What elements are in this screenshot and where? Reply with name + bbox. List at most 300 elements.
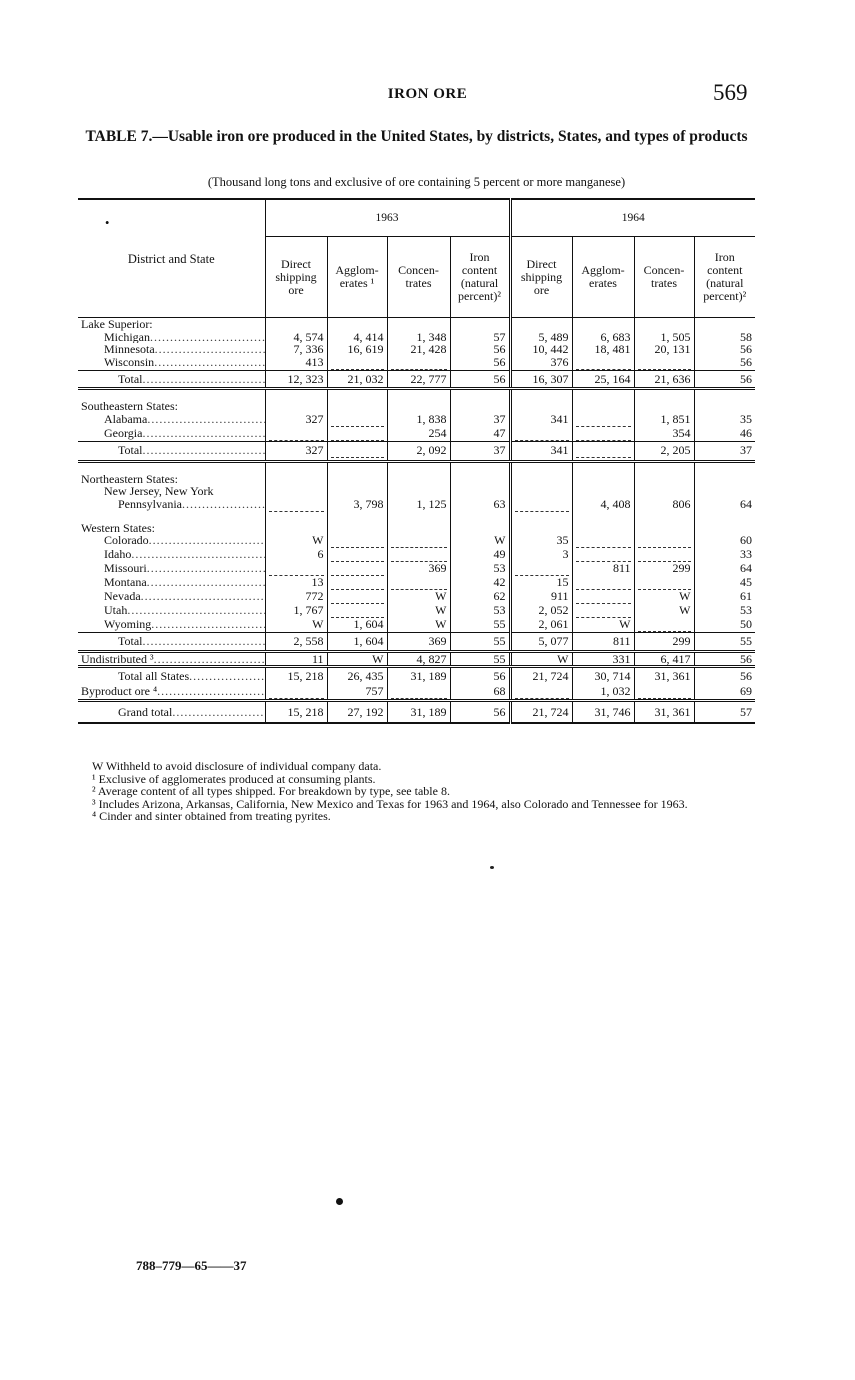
value-cell: 21, 032 [327, 370, 387, 389]
row-label-cell [78, 633, 265, 652]
value-cell [327, 318, 387, 331]
stub-marker: • [105, 216, 110, 230]
value-cell: 6, 683 [572, 331, 634, 344]
row-label-cell [78, 498, 265, 512]
value-cell: 10, 442 [510, 343, 572, 356]
row-label-cell [78, 400, 265, 413]
ink-speck [490, 866, 494, 869]
iron-ore-table [78, 198, 755, 724]
value-cell: 55 [694, 633, 755, 652]
row-label-cell [78, 576, 265, 590]
footnote: ² Average content of all types shipped. For breakdown by type, see table 8. [92, 784, 450, 798]
table-subtitle: (Thousand long tons and exclusive of ore containing 5 percent or more manganese) [207, 175, 626, 189]
dash-filler [391, 361, 447, 370]
value-cell [327, 356, 387, 371]
value-cell [572, 485, 634, 498]
col-header: Concen-trates [634, 237, 694, 318]
value-cell [327, 562, 387, 576]
dash-filler [515, 432, 569, 441]
value-cell [387, 534, 450, 548]
value-cell: 31, 189 [387, 667, 450, 685]
value-cell: 53 [694, 604, 755, 618]
total-row [78, 667, 755, 685]
value-cell: 811 [572, 633, 634, 652]
value-cell: 56 [694, 651, 755, 667]
dash-filler [638, 690, 691, 699]
dot-leader [131, 548, 265, 561]
value-cell: W [265, 618, 327, 633]
dot-leader [149, 534, 265, 547]
value-cell: 35 [694, 413, 755, 427]
row-label: Byproduct ore ⁴ [81, 684, 158, 698]
dash-filler [576, 581, 631, 590]
value-cell [450, 485, 510, 498]
value-cell: 341 [510, 413, 572, 427]
value-cell: 31, 746 [572, 700, 634, 723]
dash-filler [515, 690, 569, 699]
value-cell: 35 [510, 534, 572, 548]
row-label: Northeastern States: [81, 472, 178, 485]
value-cell [327, 534, 387, 548]
value-cell [634, 522, 694, 535]
value-cell [450, 400, 510, 413]
value-cell [694, 485, 755, 498]
value-cell [387, 473, 450, 486]
dot-leader [157, 685, 265, 698]
row-label: Southeastern States: [81, 400, 178, 413]
value-cell [572, 576, 634, 590]
total-row [78, 633, 755, 652]
row-label-cell [78, 370, 265, 389]
row-label: Utah [104, 604, 128, 617]
value-cell: 15, 218 [265, 700, 327, 723]
dash-filler [638, 539, 691, 548]
spacer-cell [450, 461, 510, 473]
row-label-cell [78, 562, 265, 576]
value-cell: 62 [450, 590, 510, 604]
value-cell: W [387, 604, 450, 618]
value-cell: 15, 218 [265, 667, 327, 685]
row-label: Minnesota [104, 343, 155, 356]
value-cell: 4, 574 [265, 331, 327, 344]
row-label: Colorado [104, 534, 149, 547]
row-label-cell [78, 651, 265, 667]
value-cell: 21, 428 [387, 343, 450, 356]
row-label-cell [78, 534, 265, 548]
spacer-cell [510, 461, 572, 473]
value-cell: 56 [450, 370, 510, 389]
row-label: Pennsylvania [118, 497, 182, 511]
row-label-cell [78, 522, 265, 535]
value-cell [572, 522, 634, 535]
value-cell [634, 548, 694, 562]
value-cell [387, 522, 450, 535]
spacer-cell [78, 461, 265, 473]
value-cell: 299 [634, 562, 694, 576]
value-cell [265, 485, 327, 498]
spacer-row [78, 389, 755, 401]
value-cell [387, 318, 450, 331]
spacer-cell [387, 461, 450, 473]
value-cell: 299 [634, 633, 694, 652]
spacer-cell [572, 461, 634, 473]
value-cell: 64 [694, 498, 755, 512]
value-cell [510, 685, 572, 701]
dash-filler [331, 432, 384, 441]
stub-header-cell [78, 199, 265, 318]
value-cell: 1, 348 [387, 331, 450, 344]
value-cell [327, 522, 387, 535]
footnote: ¹ Exclusive of agglomerates produced at consuming plants. [92, 771, 376, 786]
value-cell: W [450, 534, 510, 548]
value-cell [327, 441, 387, 461]
value-cell: 12, 323 [265, 370, 327, 389]
dot-leader [143, 372, 266, 386]
value-cell: 2, 092 [387, 441, 450, 461]
value-cell: 31, 189 [387, 700, 450, 723]
value-cell: 757 [327, 685, 387, 701]
row-label: Total all States [118, 669, 190, 683]
section-row [78, 473, 755, 486]
value-cell [265, 498, 327, 512]
value-cell [510, 427, 572, 442]
row-label: Wyoming [104, 618, 152, 631]
dot-leader [141, 590, 265, 603]
value-cell: 806 [634, 498, 694, 512]
running-head: IRON ORE [387, 86, 468, 102]
value-cell: 7, 336 [265, 343, 327, 356]
value-cell: 46 [694, 427, 755, 442]
row-label: Grand total [118, 704, 173, 719]
value-cell [572, 441, 634, 461]
value-cell: 911 [510, 590, 572, 604]
table-row [78, 534, 755, 548]
value-cell [265, 473, 327, 486]
dot-leader [147, 562, 265, 575]
spacer-cell [634, 512, 694, 522]
dash-filler [638, 623, 691, 632]
value-cell: 25, 164 [572, 370, 634, 389]
dash-filler [576, 361, 631, 370]
table-row [78, 562, 755, 576]
value-cell: 4, 827 [387, 651, 450, 667]
value-cell: 53 [450, 562, 510, 576]
value-cell: 69 [694, 685, 755, 701]
value-cell: W [265, 534, 327, 548]
value-cell: 50 [694, 618, 755, 633]
total-row [78, 700, 755, 723]
table-title: TABLE 7.—Usable iron ore produced in the United States, by districts, States, and types of products [85, 128, 748, 145]
dot-leader [182, 498, 265, 511]
row-label: Missouri [104, 562, 147, 575]
value-cell [510, 473, 572, 486]
value-cell: 327 [265, 413, 327, 427]
value-cell [694, 318, 755, 331]
spacer-cell [327, 512, 387, 522]
value-cell [572, 548, 634, 562]
table-row [78, 356, 755, 371]
value-cell: 21, 724 [510, 667, 572, 685]
dash-filler [331, 361, 384, 370]
value-cell [634, 400, 694, 413]
value-cell [572, 590, 634, 604]
value-cell: 1, 505 [634, 331, 694, 344]
row-label: Idaho [104, 548, 132, 561]
dash-filler [331, 595, 384, 604]
value-cell: 376 [510, 356, 572, 371]
page-number: 569 [713, 80, 748, 105]
table-row [78, 485, 755, 498]
value-cell [510, 562, 572, 576]
spacer-cell [78, 512, 265, 522]
value-cell [634, 485, 694, 498]
value-cell [387, 576, 450, 590]
dash-filler [331, 539, 384, 548]
value-cell: 26, 435 [327, 667, 387, 685]
value-cell: 55 [450, 618, 510, 633]
dot-leader [154, 652, 265, 666]
value-cell: 6, 417 [634, 651, 694, 667]
value-cell: 3 [510, 548, 572, 562]
value-cell: 254 [387, 427, 450, 442]
value-cell: 57 [694, 700, 755, 723]
dash-filler [576, 539, 631, 548]
value-cell: 331 [572, 651, 634, 667]
value-cell: 45 [694, 576, 755, 590]
footnote: ³ Includes Arizona, Arkansas, California, New Mexico and Texas for 1963 and 1964, also Colorado and Tennessee for 1963. [92, 796, 688, 811]
value-cell: 33 [694, 548, 755, 562]
value-cell: W [510, 651, 572, 667]
value-cell [327, 400, 387, 413]
row-label-cell [78, 331, 265, 344]
value-cell: W [634, 604, 694, 618]
row-label: Alabama [104, 412, 148, 426]
value-cell [572, 356, 634, 371]
value-cell: 369 [387, 562, 450, 576]
dash-filler [269, 432, 324, 441]
value-cell: 1, 604 [327, 633, 387, 652]
dot-leader [142, 427, 265, 440]
footnote: W Withheld to avoid disclosure of individual company data. [92, 759, 382, 773]
value-cell [450, 318, 510, 331]
spacer-cell [78, 389, 265, 401]
spacer-cell [327, 461, 387, 473]
dot-leader [147, 576, 265, 589]
value-cell: 2, 061 [510, 618, 572, 633]
value-cell: 2, 205 [634, 441, 694, 461]
table-row [78, 651, 755, 667]
col-header: Direct shipping ore [265, 237, 327, 318]
value-cell [572, 413, 634, 427]
value-cell [510, 485, 572, 498]
value-cell: W [572, 618, 634, 633]
value-cell: 31, 361 [634, 667, 694, 685]
value-cell: 56 [450, 667, 510, 685]
section-row [78, 522, 755, 535]
value-cell: 22, 777 [387, 370, 450, 389]
dot-leader [150, 331, 265, 344]
spacer-cell [387, 389, 450, 401]
table-row [78, 498, 755, 512]
dash-filler [269, 690, 324, 699]
spacer-cell [265, 461, 327, 473]
value-cell: 63 [450, 498, 510, 512]
value-cell: 13 [265, 576, 327, 590]
value-cell [510, 498, 572, 512]
col-header: Concen-trates [387, 237, 450, 318]
spacer-cell [572, 389, 634, 401]
value-cell: 18, 481 [572, 343, 634, 356]
value-cell: 27, 192 [327, 700, 387, 723]
row-label-cell [78, 700, 265, 723]
dot-leader [154, 356, 265, 369]
value-cell: 327 [265, 441, 327, 461]
value-cell: 53 [450, 604, 510, 618]
value-cell [327, 427, 387, 442]
row-label-cell [78, 618, 265, 633]
table-row [78, 427, 755, 442]
dash-filler [269, 503, 324, 512]
spacer-cell [265, 512, 327, 522]
row-label: Nevada [104, 590, 141, 603]
row-label: Georgia [104, 426, 143, 440]
value-cell: 56 [450, 356, 510, 371]
value-cell: W [327, 651, 387, 667]
row-label-cell [78, 685, 265, 701]
value-cell [634, 534, 694, 548]
dash-filler [331, 567, 384, 576]
spacer-row [78, 512, 755, 522]
table-row [78, 618, 755, 633]
dot-leader [172, 705, 265, 719]
value-cell [387, 400, 450, 413]
year-header-1963: 1963 [265, 199, 510, 237]
value-cell: 57 [450, 331, 510, 344]
table-row [78, 685, 755, 701]
value-cell [327, 473, 387, 486]
value-cell [265, 318, 327, 331]
value-cell [572, 427, 634, 442]
value-cell: 55 [450, 633, 510, 652]
row-label-cell [78, 590, 265, 604]
spacer-cell [572, 512, 634, 522]
value-cell: 49 [450, 548, 510, 562]
value-cell: 16, 619 [327, 343, 387, 356]
value-cell: 6 [265, 548, 327, 562]
value-cell: 3, 798 [327, 498, 387, 512]
value-cell: 4, 414 [327, 331, 387, 344]
value-cell: 772 [265, 590, 327, 604]
dot-leader [147, 413, 265, 426]
value-cell [694, 400, 755, 413]
section-row [78, 400, 755, 413]
value-cell: 1, 838 [387, 413, 450, 427]
row-label-cell [78, 318, 265, 331]
total-row [78, 370, 755, 389]
row-label-cell [78, 343, 265, 356]
value-cell [572, 604, 634, 618]
spacer-cell [387, 512, 450, 522]
col-header: Agglom-erates [572, 237, 634, 318]
value-cell: 60 [694, 534, 755, 548]
dot-leader [127, 604, 265, 617]
spacer-cell [450, 389, 510, 401]
value-cell: 37 [450, 441, 510, 461]
dash-filler [576, 449, 631, 458]
table-row [78, 590, 755, 604]
value-cell: 56 [450, 700, 510, 723]
spacer-cell [510, 512, 572, 522]
dash-filler [331, 449, 384, 458]
dot-leader [143, 634, 266, 648]
value-cell [572, 400, 634, 413]
value-cell: 341 [510, 441, 572, 461]
value-cell: 56 [694, 370, 755, 389]
value-cell [327, 576, 387, 590]
value-cell: 56 [450, 343, 510, 356]
table-row [78, 343, 755, 356]
spacer-cell [634, 461, 694, 473]
value-cell [387, 356, 450, 371]
stub-header: District and State [127, 252, 215, 266]
spacer-cell [510, 389, 572, 401]
value-cell: 31, 361 [634, 700, 694, 723]
row-label-cell [78, 441, 265, 461]
value-cell: 354 [634, 427, 694, 442]
row-label: Montana [104, 576, 147, 589]
value-cell: 369 [387, 633, 450, 652]
footnotes [78, 760, 758, 823]
total-row [78, 441, 755, 461]
dot-leader [151, 618, 265, 631]
value-cell: 16, 307 [510, 370, 572, 389]
value-cell [327, 413, 387, 427]
dot-leader [189, 669, 265, 683]
dash-filler [576, 432, 631, 441]
value-cell [265, 685, 327, 701]
row-label: Total [118, 442, 143, 457]
col-header: Iron content (natural percent)² [450, 237, 510, 318]
value-cell [694, 473, 755, 486]
value-cell: W [387, 618, 450, 633]
dash-filler [391, 539, 447, 548]
dash-filler [638, 361, 691, 370]
value-cell [450, 473, 510, 486]
value-cell [634, 685, 694, 701]
value-cell [387, 485, 450, 498]
value-cell: 1, 125 [387, 498, 450, 512]
value-cell [327, 604, 387, 618]
value-cell: 37 [450, 413, 510, 427]
value-cell: 1, 032 [572, 685, 634, 701]
value-cell: 811 [572, 562, 634, 576]
value-cell: 1, 604 [327, 618, 387, 633]
value-cell [634, 473, 694, 486]
row-label-cell [78, 356, 265, 371]
value-cell: 42 [450, 576, 510, 590]
spacer-row [78, 461, 755, 473]
value-cell [572, 318, 634, 331]
dash-filler [331, 418, 384, 427]
value-cell [510, 318, 572, 331]
col-header: Agglom-erates ¹ [327, 237, 387, 318]
value-cell: 15 [510, 576, 572, 590]
spacer-cell [327, 389, 387, 401]
spacer-cell [694, 461, 755, 473]
dot-leader [155, 343, 265, 356]
table-row [78, 604, 755, 618]
value-cell [327, 590, 387, 604]
